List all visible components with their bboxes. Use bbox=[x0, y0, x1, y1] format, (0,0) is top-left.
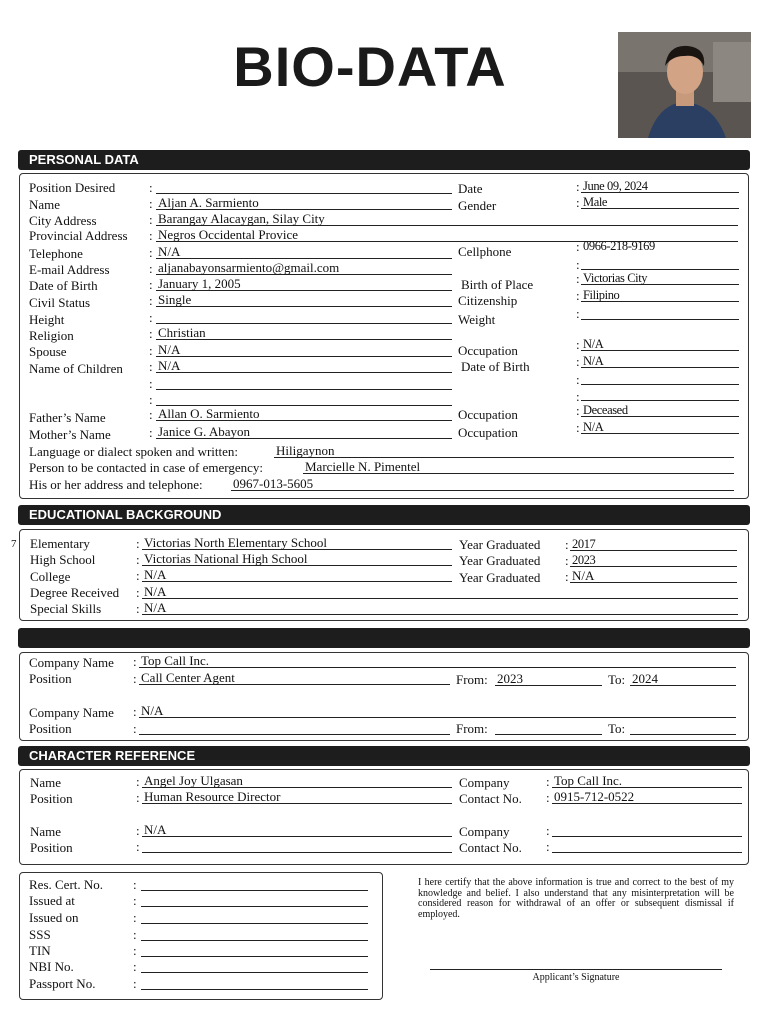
field-cellphone: 0966-218-9169 bbox=[583, 239, 655, 253]
field-ref-contact-2 bbox=[552, 839, 742, 853]
colon: : bbox=[149, 326, 153, 341]
field-college: N/A bbox=[142, 568, 452, 582]
field-provincial-address: Negros Occidental Provice bbox=[156, 228, 738, 242]
field-spouse: N/A bbox=[156, 343, 452, 357]
section-header-personal: PERSONAL DATA bbox=[18, 150, 750, 170]
colon: : bbox=[133, 976, 137, 991]
field-issued-on bbox=[141, 910, 368, 924]
colon: : bbox=[576, 403, 580, 418]
label-high-school: High School bbox=[30, 552, 96, 567]
field-email: aljanabayonsarmiento@gmail.com bbox=[156, 261, 452, 275]
colon: : bbox=[133, 654, 137, 669]
colon: : bbox=[136, 536, 140, 551]
label-spouse-dob: Date of Birth bbox=[461, 359, 530, 374]
field-ref-position-1: Human Resource Director bbox=[142, 790, 452, 804]
label-ref-name: Name bbox=[30, 824, 62, 839]
label-ref-company: Company bbox=[459, 824, 510, 839]
label-res-cert: Res. Cert. No. bbox=[29, 877, 104, 892]
person-photo-icon bbox=[618, 32, 751, 138]
field-name: Aljan A. Sarmiento bbox=[156, 196, 452, 210]
colon: : bbox=[576, 420, 580, 435]
applicant-photo bbox=[618, 32, 751, 138]
colon: : bbox=[149, 180, 153, 195]
colon: : bbox=[149, 425, 153, 440]
label-issued-on: Issued on bbox=[29, 910, 79, 925]
colon: : bbox=[149, 261, 153, 276]
label-spouse-occupation: Occupation bbox=[458, 343, 518, 358]
label-ref-company: Company bbox=[459, 775, 510, 790]
colon: : bbox=[149, 196, 153, 211]
label-from: From: bbox=[456, 672, 488, 687]
label-nbi: NBI No. bbox=[29, 959, 74, 974]
field-birth-place: Victorias City bbox=[581, 271, 739, 285]
colon: : bbox=[133, 877, 137, 892]
colon: : bbox=[149, 359, 153, 374]
label-from: From: bbox=[456, 721, 488, 736]
field-spouse-dob: N/A bbox=[581, 354, 739, 368]
colon: : bbox=[136, 790, 140, 805]
field-child-3 bbox=[156, 392, 452, 406]
label-college: College bbox=[30, 569, 71, 584]
label-birth-place: Birth of Place bbox=[461, 277, 534, 292]
label-mother: Mother’s Name bbox=[29, 427, 111, 442]
field-blank bbox=[581, 256, 739, 270]
field-skills: N/A bbox=[142, 601, 738, 615]
field-tin bbox=[141, 943, 368, 957]
field-language: Hiligaynon bbox=[274, 444, 734, 458]
label-company-name: Company Name bbox=[29, 655, 114, 670]
colon: : bbox=[136, 552, 140, 567]
label-father: Father’s Name bbox=[29, 410, 106, 425]
label-ref-position: Position bbox=[30, 791, 73, 806]
field-citizenship: Filipino bbox=[581, 288, 739, 302]
label-email: E-mail Address bbox=[29, 262, 110, 277]
label-year-graduated: Year Graduated bbox=[459, 537, 541, 552]
colon: : bbox=[576, 179, 580, 194]
field-child-2 bbox=[156, 376, 452, 390]
label-sss: SSS bbox=[29, 927, 51, 942]
label-degree: Degree Received bbox=[30, 585, 120, 600]
section-header-character: CHARACTER REFERENCE bbox=[18, 746, 750, 766]
field-degree: N/A bbox=[142, 585, 738, 599]
field-elementary-year: 2017 bbox=[570, 537, 737, 551]
field-position-desired bbox=[156, 180, 452, 194]
signature-label: Applicant’s Signature bbox=[532, 972, 620, 983]
field-emergency-person: Marcielle N. Pimentel bbox=[303, 460, 734, 474]
label-position: Position bbox=[29, 671, 72, 686]
field-high-school-year: 2023 bbox=[570, 553, 737, 567]
label-ref-name: Name bbox=[30, 775, 62, 790]
label-children: Name of Children bbox=[29, 361, 123, 376]
label-company-name: Company Name bbox=[29, 705, 114, 720]
colon: : bbox=[136, 585, 140, 600]
colon: : bbox=[149, 343, 153, 358]
colon: : bbox=[576, 195, 580, 210]
label-gender: Gender bbox=[458, 198, 497, 213]
field-emergency-address: 0967-013-5605 bbox=[231, 477, 734, 491]
certification-text: I here certify that the above information is true and correct to the best of my knowledge and belief. I also understand that any misinterpretation will be considered reason for withdrawal of an offer or subsequent dismissal if employed. bbox=[418, 877, 734, 920]
label-cellphone: Cellphone bbox=[458, 244, 512, 259]
label-year-graduated: Year Graduated bbox=[459, 570, 541, 585]
colon: : bbox=[576, 239, 580, 254]
margin-mark: 7 bbox=[11, 538, 17, 550]
label-mother-occupation: Occupation bbox=[458, 425, 518, 440]
label-telephone: Telephone bbox=[29, 246, 83, 261]
field-passport bbox=[141, 976, 368, 990]
field-father-occupation: Deceased bbox=[581, 403, 739, 417]
field-company-2: N/A bbox=[139, 704, 736, 718]
label-year-graduated: Year Graduated bbox=[459, 553, 541, 568]
label-citizenship: Citizenship bbox=[458, 293, 518, 308]
field-spouse-occupation: N/A bbox=[581, 337, 739, 351]
field-child-1: N/A bbox=[156, 359, 452, 373]
colon: : bbox=[576, 337, 580, 352]
signature-line bbox=[430, 969, 722, 970]
colon: : bbox=[133, 927, 137, 942]
label-dob: Date of Birth bbox=[29, 278, 98, 293]
colon: : bbox=[565, 569, 569, 584]
label-weight: Weight bbox=[458, 312, 496, 327]
colon: : bbox=[546, 823, 550, 838]
field-date: June 09, 2024 bbox=[581, 179, 739, 193]
label-position-desired: Position Desired bbox=[29, 180, 116, 195]
colon: : bbox=[133, 959, 137, 974]
label-name: Name bbox=[29, 197, 61, 212]
colon: : bbox=[149, 228, 153, 243]
colon: : bbox=[136, 839, 140, 854]
label-father-occupation: Occupation bbox=[458, 407, 518, 422]
section-header-education: EDUCATIONAL BACKGROUND bbox=[18, 505, 750, 525]
field-from-1: 2023 bbox=[495, 672, 602, 686]
field-city-address: Barangay Alacaygan, Silay City bbox=[156, 212, 738, 226]
colon: : bbox=[576, 372, 580, 387]
label-to: To: bbox=[608, 721, 626, 736]
colon: : bbox=[149, 277, 153, 292]
page-title: BIO-DATA bbox=[233, 35, 507, 98]
colon: : bbox=[136, 601, 140, 616]
colon: : bbox=[149, 392, 153, 407]
colon: : bbox=[149, 245, 153, 260]
colon: : bbox=[576, 271, 580, 286]
colon: : bbox=[576, 306, 580, 321]
field-elementary: Victorias North Elementary School bbox=[142, 536, 452, 550]
label-provincial-address: Provincial Address bbox=[29, 228, 128, 243]
field-height bbox=[156, 310, 452, 324]
field-ref-contact-1: 0915-712-0522 bbox=[552, 790, 742, 804]
colon: : bbox=[149, 212, 153, 227]
colon: : bbox=[546, 839, 550, 854]
colon: : bbox=[133, 910, 137, 925]
field-from-2 bbox=[495, 721, 602, 735]
colon: : bbox=[565, 537, 569, 552]
label-position: Position bbox=[29, 721, 72, 736]
field-ref-position-2 bbox=[142, 839, 452, 853]
label-emergency-person: Person to be contacted in case of emergency: bbox=[29, 460, 264, 475]
section-header-employment bbox=[18, 628, 750, 648]
colon: : bbox=[576, 354, 580, 369]
field-college-year: N/A bbox=[570, 569, 737, 583]
field-religion: Christian bbox=[156, 326, 452, 340]
colon: : bbox=[149, 310, 153, 325]
colon: : bbox=[565, 553, 569, 568]
field-telephone: N/A bbox=[156, 245, 452, 259]
colon: : bbox=[133, 671, 137, 686]
label-spouse: Spouse bbox=[29, 344, 67, 359]
field-gender: Male bbox=[581, 195, 739, 209]
field-res-cert bbox=[141, 877, 368, 891]
label-ref-contact: Contact No. bbox=[459, 840, 522, 855]
field-blank bbox=[581, 371, 739, 385]
label-height: Height bbox=[29, 312, 65, 327]
field-high-school: Victorias National High School bbox=[142, 552, 452, 566]
field-position-2 bbox=[139, 721, 450, 735]
label-passport: Passport No. bbox=[29, 976, 96, 991]
field-ref-company-2 bbox=[552, 823, 742, 837]
colon: : bbox=[149, 407, 153, 422]
field-ref-name-2: N/A bbox=[142, 823, 452, 837]
label-ref-contact: Contact No. bbox=[459, 791, 522, 806]
field-mother: Janice G. Abayon bbox=[156, 425, 452, 439]
field-position-1: Call Center Agent bbox=[139, 671, 450, 685]
colon: : bbox=[136, 774, 140, 789]
colon: : bbox=[136, 568, 140, 583]
label-tin: TIN bbox=[29, 943, 51, 958]
field-blank bbox=[581, 387, 739, 401]
label-skills: Special Skills bbox=[30, 601, 102, 616]
field-ref-company-1: Top Call Inc. bbox=[552, 774, 742, 788]
colon: : bbox=[133, 721, 137, 736]
colon: : bbox=[149, 293, 153, 308]
label-emergency-address: His or her address and telephone: bbox=[29, 477, 203, 492]
label-issued-at: Issued at bbox=[29, 893, 75, 908]
colon: : bbox=[133, 893, 137, 908]
field-father: Allan O. Sarmiento bbox=[156, 407, 452, 421]
colon: : bbox=[133, 704, 137, 719]
field-ref-name-1: Angel Joy Ulgasan bbox=[142, 774, 452, 788]
colon: : bbox=[576, 257, 580, 272]
label-religion: Religion bbox=[29, 328, 74, 343]
field-sss bbox=[141, 927, 368, 941]
field-mother-occupation: N/A bbox=[581, 420, 739, 434]
field-civil-status: Single bbox=[156, 293, 452, 307]
colon: : bbox=[576, 288, 580, 303]
colon: : bbox=[546, 774, 550, 789]
field-to-2 bbox=[630, 721, 736, 735]
field-nbi bbox=[141, 959, 368, 973]
label-language: Language or dialect spoken and written: bbox=[29, 444, 239, 459]
label-to: To: bbox=[608, 672, 626, 687]
field-issued-at bbox=[141, 893, 368, 907]
colon: : bbox=[149, 376, 153, 391]
field-company-1: Top Call Inc. bbox=[139, 654, 736, 668]
field-weight bbox=[581, 306, 739, 320]
colon: : bbox=[133, 943, 137, 958]
label-civil-status: Civil Status bbox=[29, 295, 91, 310]
label-elementary: Elementary bbox=[30, 536, 90, 551]
colon: : bbox=[136, 823, 140, 838]
field-dob: January 1, 2005 bbox=[156, 277, 452, 291]
colon: : bbox=[576, 389, 580, 404]
field-to-1: 2024 bbox=[630, 672, 736, 686]
colon: : bbox=[546, 790, 550, 805]
label-ref-position: Position bbox=[30, 840, 73, 855]
label-city-address: City Address bbox=[29, 213, 97, 228]
label-date: Date bbox=[458, 181, 483, 196]
